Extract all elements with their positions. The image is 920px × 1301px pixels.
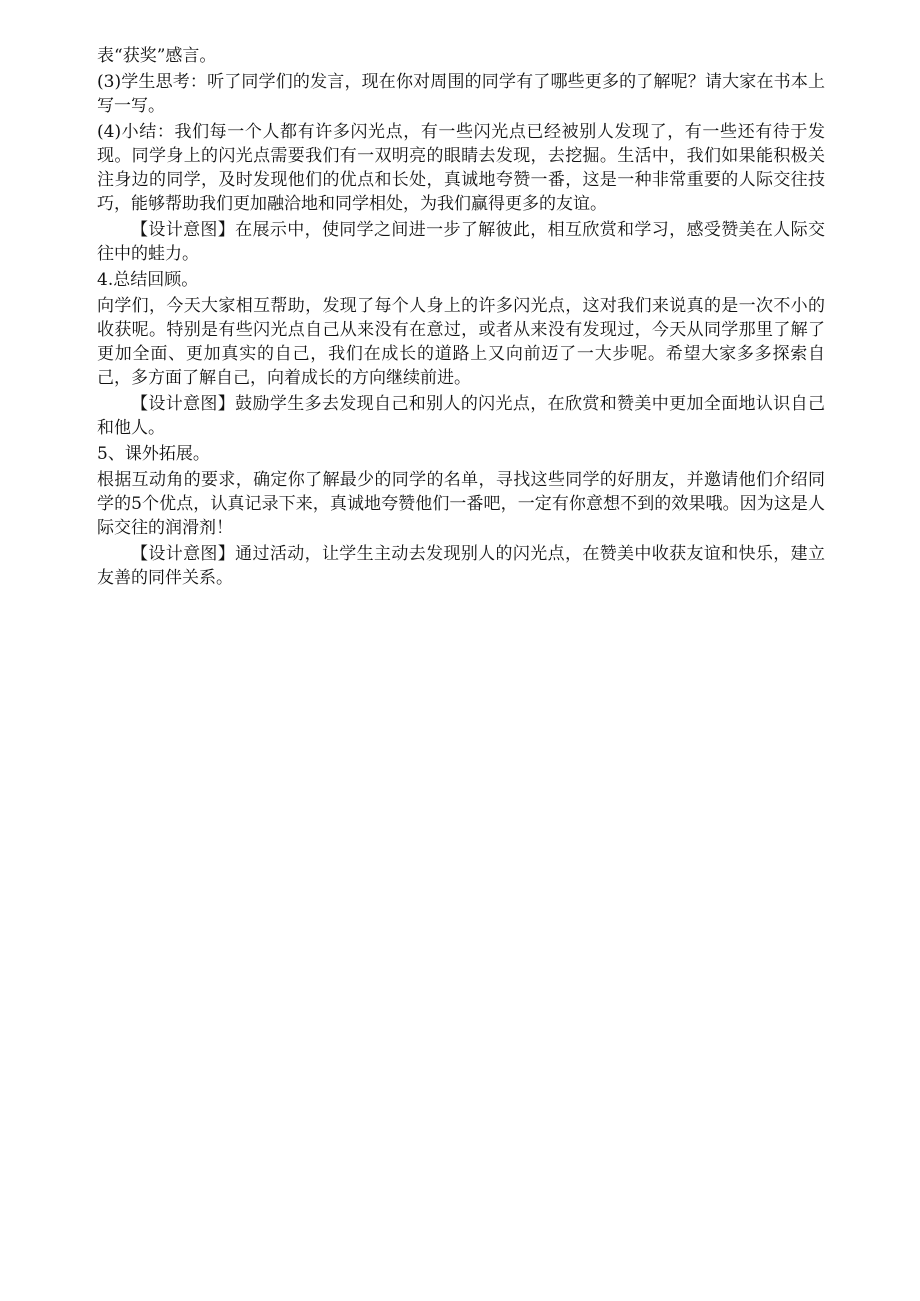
- document-page: [97, 44, 825, 592]
- paragraph-design-intent-1: 【设计意图】在展示中，使同学之间进一步了解彼此，相互欣赏和学习，感受赞美在人际交往中的蛙力。: [97, 220, 825, 264]
- section-heading-review: 4.总结回顾。: [97, 270, 199, 290]
- paragraph-student-reflection: (3)学生思考：听了同学们的发言，现在你对周围的同学有了哪些更多的了解呢？请大家在书本上写一写。: [97, 72, 825, 116]
- paragraph-review: 向学们，今天大家相互帮助，发现了每个人身上的许多闪光点，这对我们来说真的是一次不小的收获呢。特别是有些闪光点自己从来没有在意过，或者从来没有发现过，今天从同学那里了解了更加全面、更加真实的自己，我们在成长的道路上又向前迈了一大步呢。希望大家多多探索自己，多方面了解自己，向着成长的方向继续前进。: [97, 296, 825, 388]
- paragraph-design-intent-3: 【设计意图】通过活动，让学生主动去发现别人的闪光点，在赞美中收获友谊和快乐，建立友善的同伴关系。: [97, 544, 825, 588]
- paragraph-award-speech: 表“获奖”感言。: [97, 46, 217, 66]
- paragraph-design-intent-2: 【设计意图】鼓励学生多去发现自己和别人的闪光点，在欣赏和赞美中更加全面地认识自己和他人。: [97, 394, 825, 438]
- paragraph-summary: (4)小结：我们每一个人都有许多闪光点，有一些闪光点已经被别人发现了，有一些还有待于发现。同学身上的闪光点需要我们有一双明亮的眼睛去发现，去挖掘。生活中，我们如果能积极关注身边的同学，及时发现他们的优点和长处，真诚地夸赞一番，这是一种非常重要的人际交往技巧，能够帮助我们更加融洽地和同学相处，为我们赢得更多的友谊。: [97, 122, 825, 214]
- section-heading-extension: 5、课外拓展。: [97, 444, 210, 464]
- paragraph-extension: 根据互动角的要求，确定你了解最少的同学的名单，寻找这些同学的好朋友，并邀请他们介绍同学的5个优点，认真记录下来，真诚地夸赞他们一番吧，一定有你意想不到的效果哦。因为这是人际交往的润滑剂！: [97, 470, 825, 538]
